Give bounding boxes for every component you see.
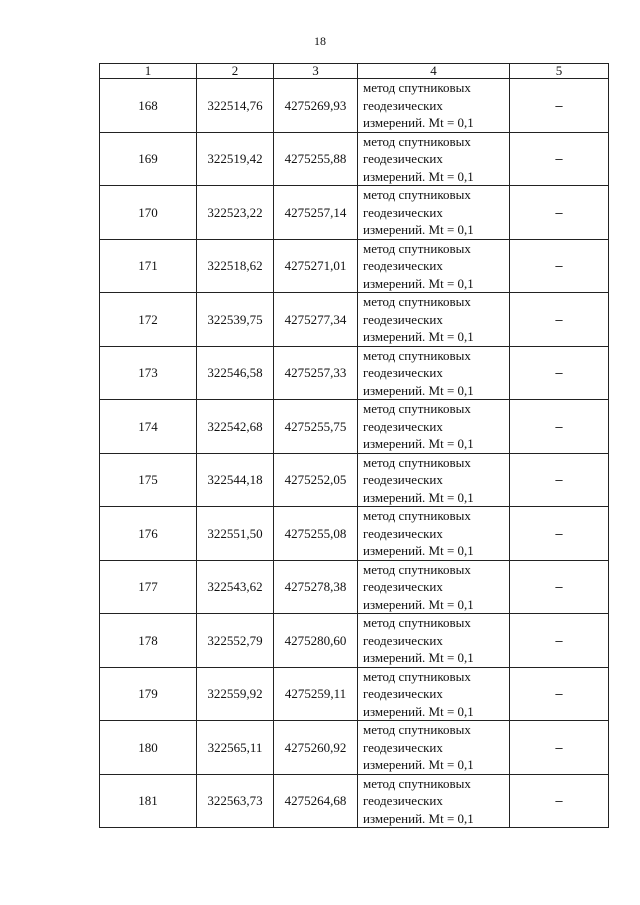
x-coordinate-cell: 322519,42 [197, 132, 274, 186]
method-line: измерений. Mt = 0,1 [363, 650, 474, 665]
note-cell: – [510, 400, 609, 454]
method-cell [358, 346, 510, 400]
method-line: измерений. Mt = 0,1 [363, 436, 474, 451]
table-row [100, 453, 609, 507]
table-row [100, 774, 609, 828]
x-coordinate-cell: 322523,22 [197, 186, 274, 240]
method-line: геодезических [363, 204, 443, 220]
table-row [100, 667, 609, 721]
method-line: геодезических [363, 418, 443, 434]
table-row [100, 507, 609, 561]
method-cell [358, 774, 510, 828]
method-line: метод спутниковых [363, 508, 471, 523]
method-line: метод спутниковых [363, 187, 471, 202]
table-row [100, 721, 609, 775]
method-line: измерений. Mt = 0,1 [363, 703, 474, 719]
method-line: геодезических [363, 151, 443, 166]
method-line: метод спутниковых [363, 615, 471, 630]
method-line: геодезических [363, 632, 443, 648]
y-coordinate-cell: 4275278,38 [274, 560, 358, 614]
method-line: измерений. Mt = 0,1 [363, 222, 474, 237]
note-cell: – [510, 774, 609, 828]
method-line: измерений. Mt = 0,1 [363, 168, 474, 184]
point-number-cell: 173 [100, 346, 197, 400]
y-coordinate-cell: 4275264,68 [274, 774, 358, 828]
table-row [100, 614, 609, 668]
method-cell [358, 79, 510, 133]
point-number-cell: 175 [100, 453, 197, 507]
table-row [100, 400, 609, 454]
method-cell [358, 453, 510, 507]
coordinates-table [99, 63, 609, 828]
note-cell: – [510, 667, 609, 721]
x-coordinate-cell: 322546,58 [197, 346, 274, 400]
method-line: измерений. Mt = 0,1 [363, 115, 474, 130]
point-number-cell: 179 [100, 667, 197, 721]
method-cell [358, 132, 510, 186]
column-header-2: 2 [197, 64, 274, 79]
column-header-1: 1 [100, 64, 197, 79]
y-coordinate-cell: 4275271,01 [274, 239, 358, 293]
x-coordinate-cell: 322565,11 [197, 721, 274, 775]
method-line: геодезических [363, 793, 443, 808]
method-line: метод спутниковых [363, 454, 471, 470]
point-number-cell: 177 [100, 560, 197, 614]
point-number-cell: 181 [100, 774, 197, 828]
y-coordinate-cell: 4275255,88 [274, 132, 358, 186]
method-line: метод спутниковых [363, 80, 471, 95]
method-cell [358, 614, 510, 668]
method-cell [358, 507, 510, 561]
method-line: метод спутниковых [363, 133, 471, 149]
note-cell: – [510, 453, 609, 507]
x-coordinate-cell: 322563,73 [197, 774, 274, 828]
y-coordinate-cell: 4275280,60 [274, 614, 358, 668]
method-line: геодезических [363, 739, 443, 755]
y-coordinate-cell: 4275255,08 [274, 507, 358, 561]
method-cell [358, 293, 510, 347]
point-number-cell: 180 [100, 721, 197, 775]
method-cell [358, 667, 510, 721]
y-coordinate-cell: 4275277,34 [274, 293, 358, 347]
y-coordinate-cell: 4275260,92 [274, 721, 358, 775]
method-line: измерений. Mt = 0,1 [363, 596, 474, 612]
note-cell: – [510, 346, 609, 400]
method-cell [358, 239, 510, 293]
x-coordinate-cell: 322559,92 [197, 667, 274, 721]
note-cell: – [510, 132, 609, 186]
method-line: метод спутниковых [363, 561, 471, 577]
method-line: геодезических [363, 686, 443, 701]
method-cell [358, 721, 510, 775]
point-number-cell: 171 [100, 239, 197, 293]
method-line: метод спутниковых [363, 294, 471, 309]
column-header-4: 4 [358, 64, 510, 79]
method-line: измерений. Mt = 0,1 [363, 489, 474, 505]
page-number: 18 [314, 34, 326, 48]
column-header-5: 5 [510, 64, 609, 79]
method-line: метод спутниковых [363, 722, 471, 737]
note-cell: – [510, 79, 609, 133]
point-number-cell: 172 [100, 293, 197, 347]
method-line: измерений. Mt = 0,1 [363, 329, 474, 344]
method-line: метод спутниковых [363, 668, 471, 684]
method-line: геодезических [363, 97, 443, 113]
note-cell: – [510, 614, 609, 668]
method-line: метод спутниковых [363, 347, 471, 363]
method-cell [358, 400, 510, 454]
method-line: измерений. Mt = 0,1 [363, 757, 474, 772]
x-coordinate-cell: 322543,62 [197, 560, 274, 614]
y-coordinate-cell: 4275255,75 [274, 400, 358, 454]
x-coordinate-cell: 322542,68 [197, 400, 274, 454]
note-cell: – [510, 293, 609, 347]
x-coordinate-cell: 322518,62 [197, 239, 274, 293]
method-cell [358, 560, 510, 614]
note-cell: – [510, 560, 609, 614]
method-line: измерений. Mt = 0,1 [363, 810, 474, 826]
y-coordinate-cell: 4275252,05 [274, 453, 358, 507]
method-line: измерений. Mt = 0,1 [363, 275, 474, 291]
method-line: геодезических [363, 579, 443, 594]
method-line: геодезических [363, 311, 443, 327]
method-line: геодезических [363, 365, 443, 380]
note-cell: – [510, 507, 609, 561]
method-line: метод спутниковых [363, 401, 471, 416]
method-line: метод спутниковых [363, 775, 471, 791]
note-cell: – [510, 721, 609, 775]
table-row [100, 560, 609, 614]
x-coordinate-cell: 322544,18 [197, 453, 274, 507]
y-coordinate-cell: 4275257,14 [274, 186, 358, 240]
note-cell: – [510, 239, 609, 293]
point-number-cell: 176 [100, 507, 197, 561]
method-line: геодезических [363, 472, 443, 487]
method-line: геодезических [363, 525, 443, 541]
method-line: измерений. Mt = 0,1 [363, 382, 474, 398]
x-coordinate-cell: 322552,79 [197, 614, 274, 668]
table-body [100, 79, 609, 828]
point-number-cell: 168 [100, 79, 197, 133]
method-line: измерений. Mt = 0,1 [363, 543, 474, 558]
point-number-cell: 174 [100, 400, 197, 454]
table-row [100, 293, 609, 347]
y-coordinate-cell: 4275269,93 [274, 79, 358, 133]
x-coordinate-cell: 322551,50 [197, 507, 274, 561]
table-row [100, 132, 609, 186]
table-row [100, 346, 609, 400]
y-coordinate-cell: 4275257,33 [274, 346, 358, 400]
method-line: геодезических [363, 258, 443, 273]
table-row [100, 186, 609, 240]
x-coordinate-cell: 322539,75 [197, 293, 274, 347]
note-cell: – [510, 186, 609, 240]
x-coordinate-cell: 322514,76 [197, 79, 274, 133]
column-header-3: 3 [274, 64, 358, 79]
table-row [100, 79, 609, 133]
method-cell [358, 186, 510, 240]
y-coordinate-cell: 4275259,11 [274, 667, 358, 721]
point-number-cell: 170 [100, 186, 197, 240]
point-number-cell: 178 [100, 614, 197, 668]
point-number-cell: 169 [100, 132, 197, 186]
table-header [100, 64, 609, 79]
method-line: метод спутниковых [363, 240, 471, 256]
table-row [100, 239, 609, 293]
header-row [100, 64, 609, 79]
